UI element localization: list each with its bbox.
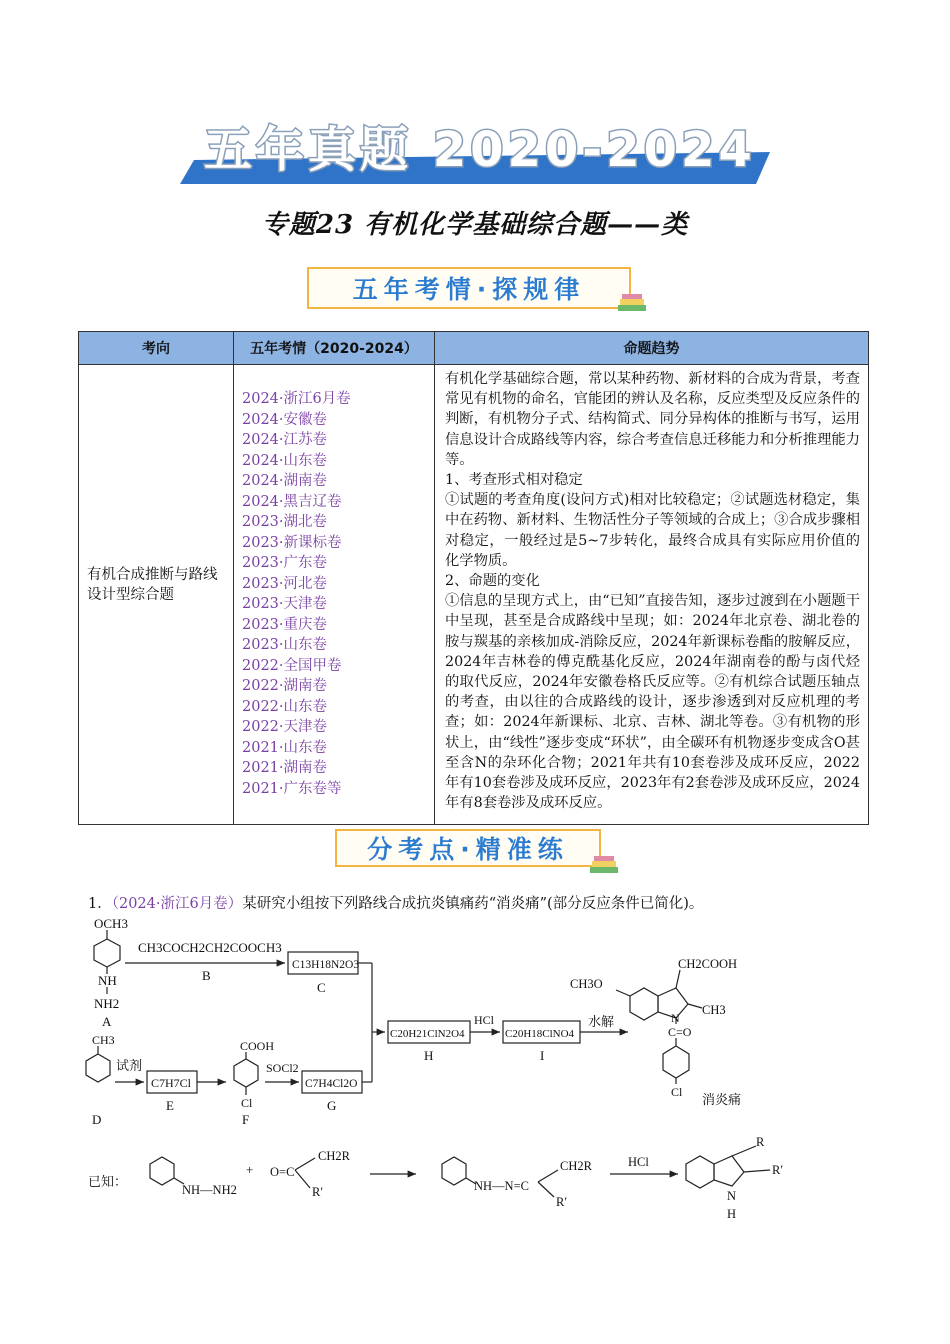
trend-paragraph: ①信息的呈现方式上，由“已知”直接告知，逐步过渡到在小题题干中呈现，甚至是合成路线中呈现；如：2024年北京卷、湖北卷的胺与羰基的亲核加成-消除反应，2024年新课标卷酯的胺解反应，2024年吉林卷的傅克酰基化反应，2024年湖南卷的酚与卤代烃的取代反应，2024年安徽卷格氏反应等。②有机综合试题压轴点的考查，由以往的合成路线的设计，逐步渗透到对反应机理的考查；如：2024年新课标、北京、吉林、湖北等卷。③有机物的形状上，由“线性”逐步变成“环状”，由全碳环有机物逐步变成含O甚至含N的杂环化合物；2021年共有10套卷涉及成环反应，2022年有10套卷涉及成环反应，2023年有2套卷涉及成环反应，2024年有8套卷涉及成环反应。 [445,593,860,812]
f-cl-label: Cl [241,1096,253,1110]
known-phenyl-ring-2 [442,1157,466,1185]
product-n-label: N [671,1011,680,1025]
known-plus-label: + [246,1162,254,1177]
direction-cell: 有机合成推断与路线设计型综合题 [79,365,234,825]
product-co-label: C=O [668,1025,692,1039]
formula-i: C20H18ClNO4 [505,1028,575,1040]
year-item: 2021·湖南卷 [242,760,328,776]
compound-label-b: B [202,968,211,983]
d-methyl-label: CH3 [92,1033,115,1047]
formula-e: C7H7Cl [151,1076,192,1090]
known-nhnh2-label: NH—NH2 [182,1183,237,1197]
benzene-ring-d [86,1054,110,1082]
year-item: 2024·浙江6月卷 [242,391,351,407]
column-header: 考向 [79,332,234,365]
benzene-ring-a [94,939,120,967]
a-substituent-label: OCH3 [94,916,128,931]
compound-label-a: A [102,1014,112,1029]
year-item: 2022·湖南卷 [242,678,328,694]
known-ch2r-label: CH2R [318,1149,350,1163]
product-ch3-label: CH3 [702,1003,726,1017]
year-item: 2021·广东卷等 [242,780,342,797]
compound-label-c: C [317,980,326,995]
year-item: 2023·河北卷 [242,575,328,592]
question-text: 某研究小组按下列路线合成抗炎镇痛药“消炎痛”(部分反应条件已简化)。 [242,896,704,912]
trend-paragraph: ①试题的考查角度(设问方式)相对比较稳定；②试题选材稳定，集中在药物、新材料、生物活性分子等领域的合成上；③合成步骤相对稳定，一般经过是5~7步转化，最终合成具有实际应用价值的化学物质。 [445,492,860,569]
section-header-practice [335,829,601,867]
year-item: 2023·山东卷 [242,637,328,653]
year-item: 2022·全国甲卷 [242,657,342,674]
known-rp-label: R′ [772,1163,784,1177]
indole-benzene-ring [630,988,658,1020]
formula-h: C20H21ClN2O4 [390,1028,465,1040]
year-item: 2024·安徽卷 [242,411,328,428]
a-nh2-label: NH2 [94,996,120,1011]
formula-c: C13H18N2O3 [292,959,360,971]
year-item: 2023·天津卷 [242,596,328,612]
known-hcl-label: HCl [628,1155,649,1169]
books-icon [616,291,648,313]
trend-paragraph: 2、命题的变化 [445,573,540,590]
known-r1-label: R′ [312,1185,324,1199]
compound-label-h: H [424,1048,434,1063]
compound-label-g: G [327,1098,337,1113]
page-title: 专题23 有机化学基础综合题——类 [261,210,689,240]
trend-paragraph: 有机化学基础综合题，常以某种药物、新材料的合成为背景，考查常见有机物的命名，官能团的辨认及名称，反应类型及反应条件的判断，有机物分子式、结构简式、同分异构体的推断与书写，运用信息设计合成路线等内容，综合考查信息迁移能力和分析推理能力等。 [445,371,860,468]
reagent-label: 水解 [588,1014,615,1029]
compound-label-e: E [166,1098,174,1113]
year-item: 2022·山东卷 [242,698,328,715]
question-source: （2024·浙江6月卷） [111,896,243,912]
year-item: 2024·江苏卷 [242,432,328,448]
question-number: 1． [88,896,112,912]
known-label: 已知： [88,1174,128,1189]
known-phenyl-ring [150,1157,174,1185]
synthesis-scheme [80,912,800,1230]
compound-label-d: D [92,1112,102,1127]
formula-g: C7H4Cl2O [305,1078,358,1090]
f-cooh-label: COOH [240,1039,275,1053]
compound-label-i: I [540,1048,545,1063]
product-cl-label: Cl [671,1085,683,1099]
trend-cell [435,365,869,825]
benzene-ring-f [234,1059,258,1087]
section-title: 五年考情·探规律 [352,275,586,304]
reagent-label: HCl [474,1013,495,1027]
year-item: 2024·湖南卷 [242,473,328,489]
section-title: 分考点·精准练 [367,835,569,864]
product-ch3o-label: CH3O [570,977,603,991]
table-header-row [79,332,869,365]
year-item: 2021·山东卷 [242,739,328,756]
trend-paragraph: 1、考查形式相对稳定 [445,472,583,489]
known-n-label: N [727,1189,737,1203]
question-stem [88,892,703,913]
known-r-label: R [756,1135,765,1149]
year-item: 2022·天津卷 [242,719,328,735]
year-item: 2023·新课标卷 [242,534,342,551]
known-r2-label: R′ [556,1195,568,1209]
compound-label-f: F [242,1112,250,1127]
column-header: 五年考情（2020-2024） [234,332,435,365]
years-cell [234,365,435,825]
a-nh-label: NH [98,973,117,988]
year-item: 2023·重庆卷 [242,616,328,633]
known-nhn-label: NH—N=C [474,1179,529,1193]
table-row [79,365,869,825]
section-header-trends [307,267,631,309]
known-indole-pyrrole [714,1156,744,1186]
product-name: 消炎痛 [702,1092,742,1107]
reagent-label: SOCl2 [266,1061,299,1075]
known-ch2r2-label: CH2R [560,1159,592,1173]
known-indole-benzene [686,1156,714,1188]
chlorophenyl-ring [663,1046,689,1078]
exam-trend-table [78,331,869,825]
books-icon [588,853,620,875]
year-item: 2023·广东卷 [242,555,328,571]
year-item: 2024·山东卷 [242,452,328,469]
year-item: 2024·黑吉辽卷 [242,493,342,510]
product-ch2cooh-label: CH2COOH [678,957,738,971]
known-h-label: H [727,1207,737,1221]
reagent-label: 试剂 [116,1058,143,1073]
banner-text: 五年真题 2020-2024 [204,122,756,178]
year-item: 2023·湖北卷 [242,514,328,530]
banner [180,118,770,188]
known-oc-label: O=C [270,1165,295,1179]
column-header: 命题趋势 [435,332,869,365]
reagent-label: CH3COCH2CH2COOCH3 [138,940,282,955]
